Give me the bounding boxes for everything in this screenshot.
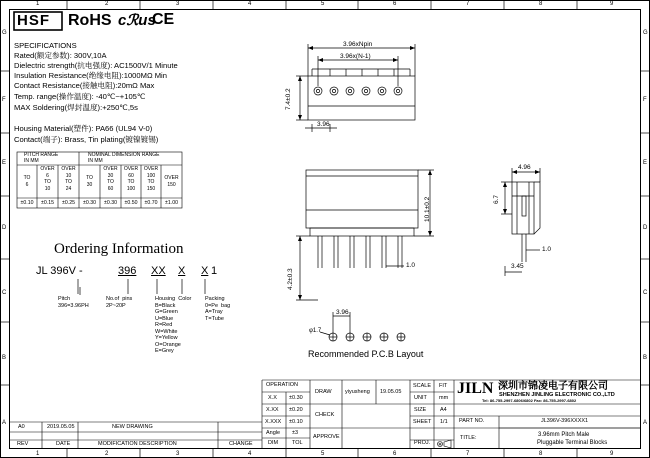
rev-head: CHANGE: [229, 441, 253, 447]
pcb-layout-title: Recommended P.C.B Layout: [308, 349, 424, 359]
ordering-code-packing: X: [201, 265, 209, 277]
tb-check-label: CHECK: [315, 412, 335, 418]
zone-label: D: [2, 225, 7, 231]
dim-label: 3.96: [336, 309, 349, 316]
zone-label: 7: [466, 451, 470, 457]
profile-view: [501, 168, 540, 276]
tb-title-2: Pluggable Terminal Blocks: [537, 440, 608, 446]
tol-col: TO 6: [23, 175, 31, 188]
zone-label: C: [2, 290, 7, 296]
tol-val: ±1.00: [165, 200, 178, 206]
tb-unit-val: mm: [439, 395, 449, 401]
zone-label: G: [2, 30, 7, 36]
zone-label: 5: [321, 1, 325, 7]
spec-line: Insulation Resistance(绝缘电阻):1000MΩ Min: [14, 71, 167, 80]
ordering-color-desc: Housing Color B=Black G=Green U=Blue R=Red W=White Y=Yellow O=Orange E=Grey: [155, 296, 192, 354]
zone-label: 3: [176, 1, 180, 7]
rev-description: NEW DRAWING: [112, 424, 153, 430]
zone-label: C: [643, 290, 648, 296]
company-tel: Tel: 86-755-2997-6806/6802 Fax: 86-755-2997-6802: [482, 398, 577, 403]
spec-title: SPECIFICATIONS: [14, 41, 77, 50]
tb-partno-label: PART NO.: [459, 418, 485, 424]
tol-val: ±0.70: [144, 200, 158, 206]
dim-label: 1.0: [542, 246, 552, 253]
company-name-en: SHENZHEN JINLING ELECTRONIC CO.,LTD: [499, 392, 615, 398]
tb-draw-label: DRAW: [315, 389, 332, 395]
tb-operation: OPERATION: [266, 382, 298, 388]
tb-unit-label: UNIT: [414, 395, 427, 401]
zone-label: 2: [105, 1, 109, 7]
dim-label: φ1.7: [309, 328, 322, 334]
tol-val: ±0.30: [104, 200, 117, 206]
ordering-code-pitch: 396: [118, 265, 137, 277]
tol-col: OVER 60 TO 100: [123, 166, 139, 192]
dim-label: 4.2±0.3: [287, 268, 294, 290]
ordering-packing-desc: Packing 0=Pe bag A=Tray T=Tube: [205, 296, 231, 322]
tb-size-label: SIZE: [414, 407, 427, 413]
spec-line: Contact Resistance(接触电阻):20mΩ Max: [14, 81, 155, 90]
dim-label: 6.7: [493, 194, 500, 204]
spec-line: Dielectric strength(抗电强度): AC1500V/1 Minute: [14, 61, 178, 70]
spec-housing: Housing Material(塑件): PA66 (UL94 V-0): [14, 124, 153, 133]
tb-size-val: A4: [440, 407, 447, 413]
ordering-code-pins: XX: [151, 265, 166, 277]
spec-line: MAX Soldering(焊封温度):+250℃,5s: [14, 103, 138, 112]
tb-tol-val: ±3: [292, 430, 299, 436]
tol-val: ±0.50: [124, 200, 138, 206]
tb-tol-val: ±0.10: [289, 419, 303, 425]
tb-title-1: 3.96mm Pitch Male: [538, 432, 590, 438]
rev-value: A0: [18, 424, 25, 430]
dim-label: 3.96x(N-1): [340, 53, 371, 60]
dim-label: 7.4±0.2: [285, 88, 292, 110]
tb-title-label: TITLE:: [460, 435, 477, 441]
tb-tol-key: X.X: [268, 395, 277, 401]
zone-label: 6: [393, 451, 397, 457]
pcb-layout: [320, 309, 405, 341]
tol-values: [17, 200, 182, 206]
zone-label: 3: [176, 451, 180, 457]
tb-tol-key: Angle: [266, 430, 281, 436]
company-name-cn: 深圳市锦凌电子有限公司: [498, 381, 608, 392]
ce-logo: CE: [152, 11, 175, 28]
tol-col: OVER 30 TO 60: [103, 166, 118, 192]
tol-col: OVER 6 TO 10: [40, 166, 55, 192]
tb-tol-val: ±0.20: [289, 407, 303, 413]
tol-val: ±0.25: [62, 200, 75, 206]
ordering-code-prefix: JL 396V -: [36, 265, 83, 277]
ordering-title: Ordering Information: [54, 241, 184, 257]
spec-contact: Contact(端子): Brass, Tin plating(镀镍镀锡): [14, 135, 159, 144]
tb-proj-label: PROJ.: [414, 440, 431, 446]
zone-label: 4: [248, 1, 252, 7]
tol-columns: [17, 166, 182, 197]
tb-tol-key: DIM: [268, 440, 279, 446]
tol-header-nominal: NOMINAL DIMENSION RANGE: [88, 152, 160, 158]
zone-label: D: [643, 225, 648, 231]
rev-head: REV: [17, 441, 29, 447]
tb-tol-val: ±0.30: [289, 395, 303, 401]
dim-label: 3.96: [317, 121, 330, 128]
tb-drawer: yiyusheng: [345, 389, 370, 395]
zone-label: 9: [610, 1, 614, 7]
hsf-logo: HSF: [17, 12, 50, 29]
zone-label: 8: [539, 451, 543, 457]
zone-label: 1: [36, 1, 40, 7]
rev-head: MODIFICATION DESCRIPTION: [98, 441, 177, 447]
rev-head: DATE: [56, 441, 71, 447]
zone-label: 5: [321, 451, 325, 457]
ul-logo: cℛus: [118, 12, 156, 29]
zone-label: E: [2, 160, 7, 166]
dim-label: 3.45: [511, 263, 524, 270]
zone-label: F: [643, 97, 647, 103]
rohs-logo: RoHS: [68, 12, 112, 29]
zone-label: 2: [105, 451, 109, 457]
tb-sheet-label: SHEET: [413, 419, 432, 425]
tol-val: ±0.10: [20, 200, 34, 206]
zone-label: 4: [248, 451, 252, 457]
zone-label: B: [2, 355, 7, 361]
tol-header-nominal-unit: IN MM: [88, 158, 103, 164]
side-view: [296, 170, 434, 300]
tol-val: ±0.30: [83, 200, 96, 206]
zone-label: 7: [466, 1, 470, 7]
zone-label: A: [643, 420, 648, 426]
zone-label: B: [643, 355, 648, 361]
tol-header-pitch: PITCH RANGE: [24, 152, 59, 158]
ordering-code-suffix: 1: [211, 265, 218, 277]
tol-col: OVER 100 TO 150: [143, 166, 159, 192]
spec-line: Temp. range(操作温度): -40℃~+105℃: [14, 92, 146, 101]
zone-label: E: [643, 160, 648, 166]
zone-label: A: [2, 420, 7, 426]
dim-label: 4.96: [518, 164, 531, 171]
tb-scale-label: SCALE: [413, 383, 432, 389]
company-logo: JILN: [457, 380, 494, 397]
dim-label: 3.96xNpin: [343, 41, 373, 48]
zone-label: F: [2, 97, 6, 103]
spec-line: Rated(额定参数): 300V,10A: [14, 51, 107, 60]
tb-tol-key: X.XX: [266, 407, 279, 413]
tol-col: OVER 150: [164, 175, 179, 188]
tb-scale-val: FIT: [439, 383, 448, 389]
ordering-code-color: X: [178, 265, 186, 277]
zone-label: 9: [610, 451, 614, 457]
zone-label: 8: [539, 1, 543, 7]
ordering-pitch-desc: Pitch 396=3.96PH: [58, 296, 89, 309]
tb-draw-date: 19.05.05: [380, 389, 402, 395]
tb-partno: JL396V-396XXXX1: [541, 418, 589, 424]
tb-tol-key: X.XXX: [265, 419, 282, 425]
ordering-pins-desc: No.of pins 2P~20P: [106, 296, 133, 309]
tol-header-pitch-unit: IN MM: [24, 158, 39, 164]
tb-approve-label: APPROVE: [313, 434, 340, 440]
tb-tol-val: TOL: [292, 440, 303, 446]
dim-label: 1.0: [406, 262, 416, 269]
tb-sheet-val: 1/1: [440, 419, 448, 425]
zone-label: 1: [36, 451, 40, 457]
tol-col: OVER 10 TO 24: [61, 166, 76, 192]
zone-label: G: [643, 30, 648, 36]
dim-label: 10.1±0.2: [424, 196, 431, 222]
rev-date: 2019.05.05: [47, 424, 75, 430]
tol-val: ±0.15: [41, 200, 54, 206]
zone-label: 6: [393, 1, 397, 7]
tol-col: TO 30: [86, 175, 93, 188]
